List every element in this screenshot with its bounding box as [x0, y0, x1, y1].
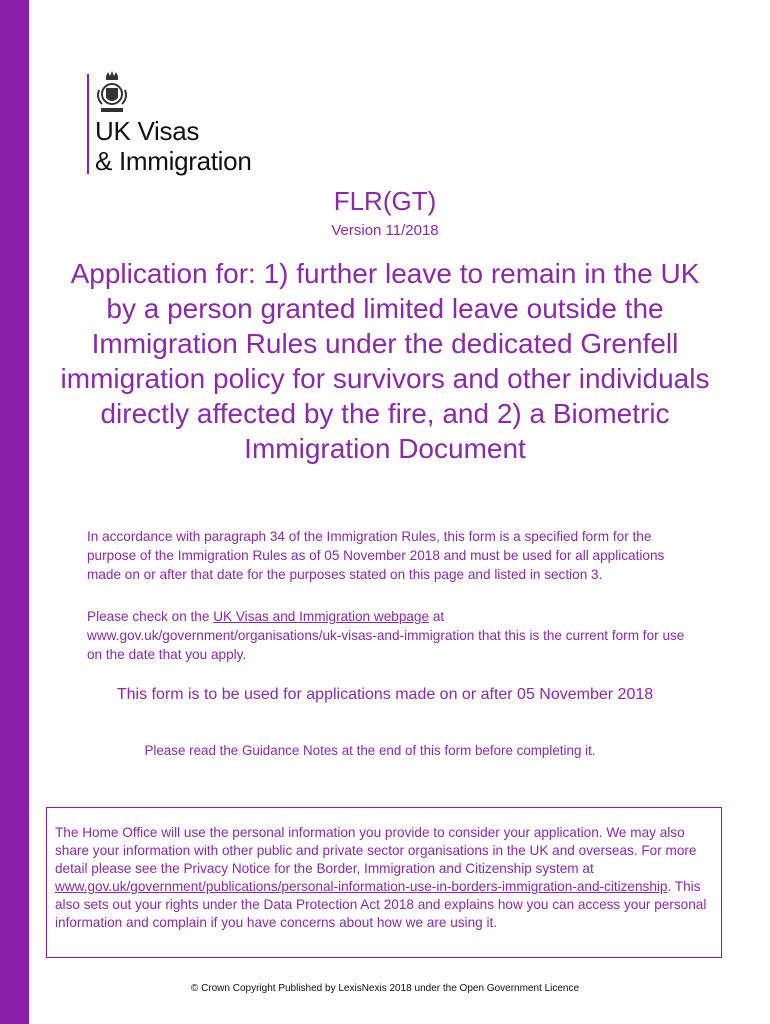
privacy-notice-box	[46, 807, 722, 958]
logo-rule	[87, 74, 89, 174]
para2-text-before: Please check on the	[87, 609, 214, 624]
intro-paragraph: In accordance with paragraph 34 of the Immigration Rules, this form is a specified form for the purpose of the Immigration Rules as of 05 November 2018 and must be used for all applications made on or after that date for the purposes stated on this page and listed in section 3.	[87, 529, 665, 582]
document-title: Application for: 1) further leave to remain in the UK by a person granted limited leave outside the Immigration Rules under the dedicated Grenfell immigration policy for survivors and other individuals directly affected by the fire, and 2) a Biometric Immigration Document	[60, 258, 710, 464]
ukvi-logo	[87, 70, 287, 180]
para2-text-after: at www.gov.uk/government/organisations/uk-visas-and-immigration that this is the current form for use on the date that you apply.	[87, 609, 685, 662]
guidance-note: Please read the Guidance Notes at the end of this form before completing it.	[144, 743, 596, 758]
privacy-notice-link[interactable]: www.gov.uk/government/publications/personal-information-use-in-borders-immigration-and-citizenship	[55, 879, 668, 894]
privacy-text-after: . This also sets out your rights under the Data Protection Act 2018 and explains how you can access your personal information and complain if you have concerns about how we are using it.	[55, 879, 707, 930]
logo-text-line1: UK Visas	[95, 116, 200, 146]
ukvi-webpage-link[interactable]: UK Visas and Immigration webpage	[213, 609, 430, 624]
form-code: FLR(GT)	[333, 186, 437, 216]
form-version: Version 11/2018	[331, 222, 439, 239]
copyright-footer: © Crown Copyright Published by LexisNexis 2018 under the Open Government Licence	[190, 983, 580, 994]
check-webpage-paragraph	[87, 607, 697, 664]
side-accent-bar	[0, 0, 29, 1024]
royal-crest-icon	[95, 70, 129, 114]
logo-text-line2: & Immigration	[95, 146, 252, 176]
privacy-text-before: The Home Office will use the personal information you provide to consider your application. We may also share your information with other public and private sector organisations in the UK and overseas. For more detail please see the Privacy Notice for the Border, Immigration and Citizenship system at	[55, 825, 697, 876]
usage-notice: This form is to be used for applications made on or after 05 November 2018	[116, 686, 654, 703]
